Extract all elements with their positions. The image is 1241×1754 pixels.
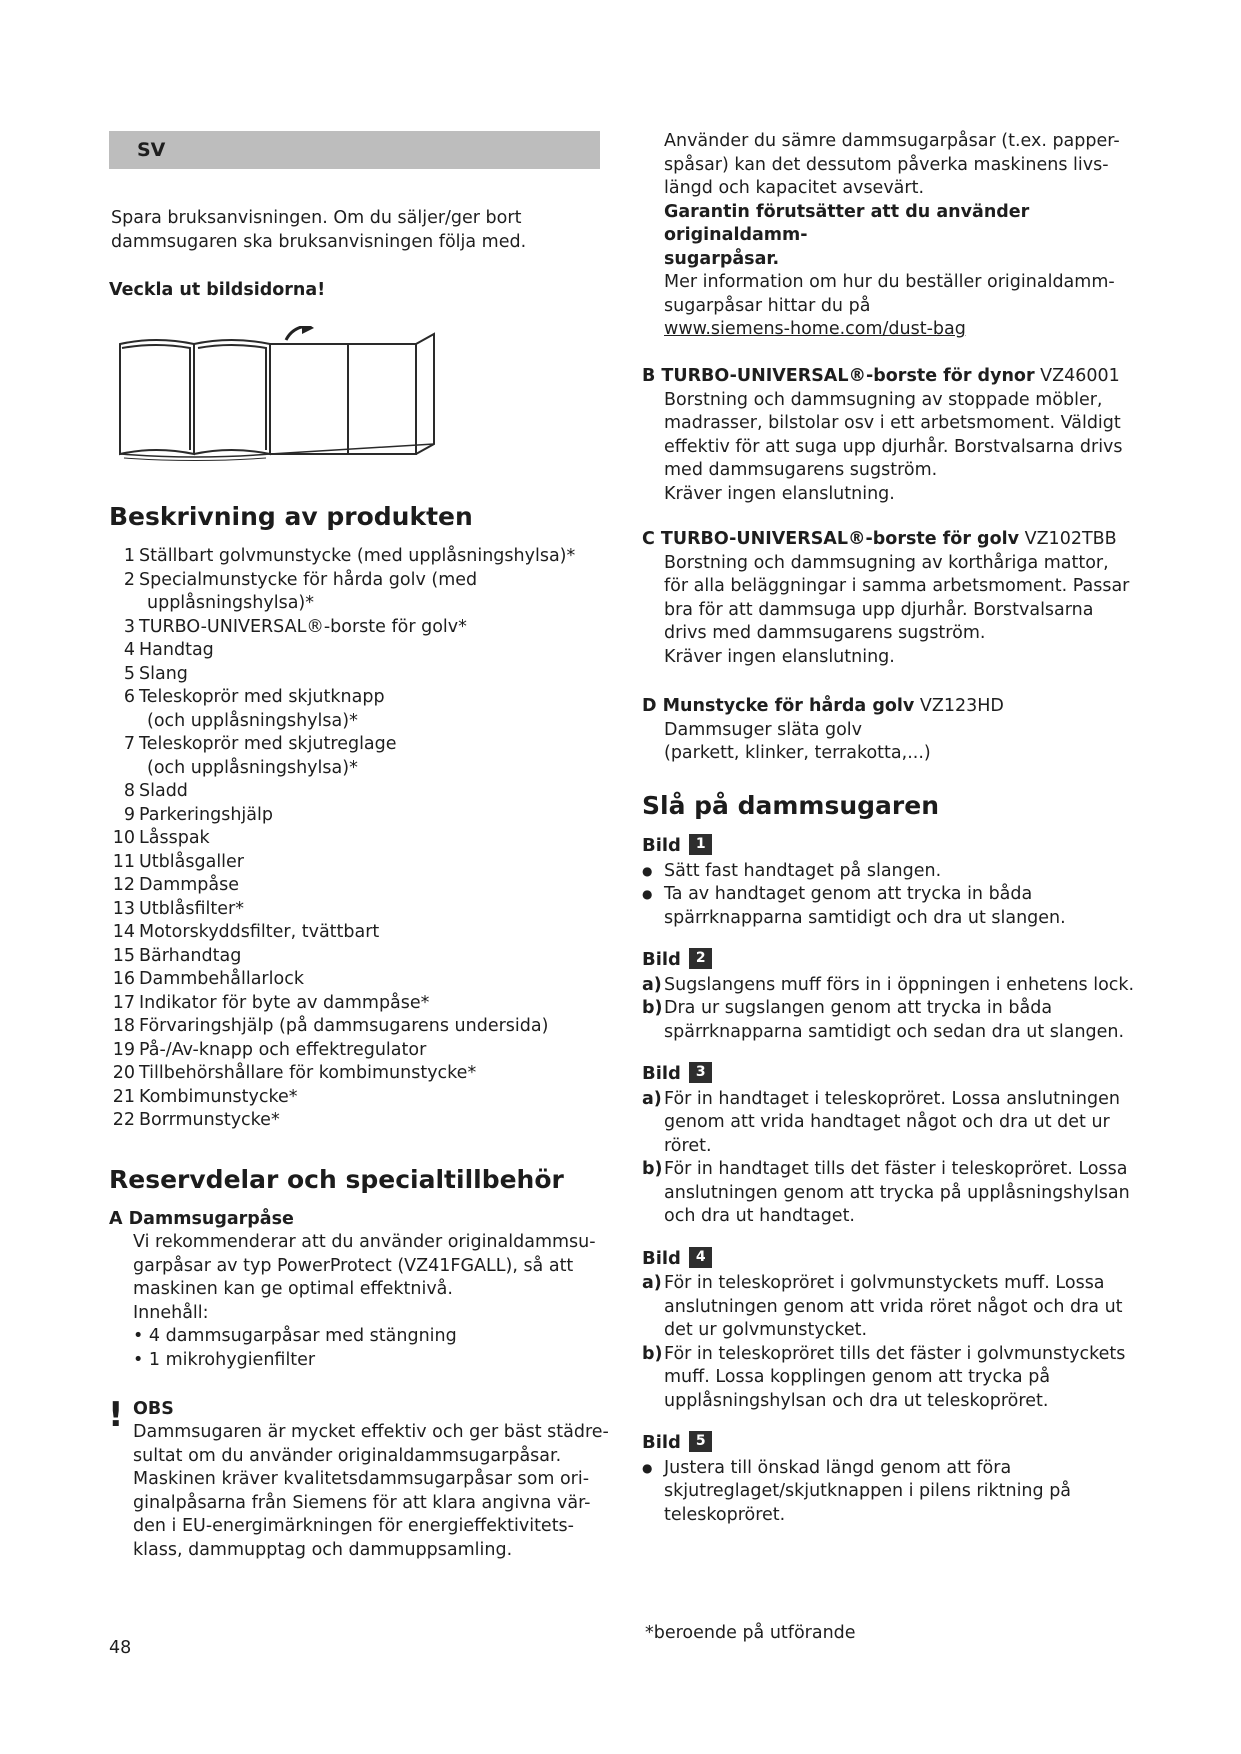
- parts-list-label: Dammbehållarlock: [139, 969, 304, 989]
- figure-block: [642, 1247, 1142, 1414]
- step-text: röret.: [664, 1135, 712, 1156]
- parts-list-number: 5: [123, 663, 135, 684]
- bag-quality-note: Använder du sämre dammsugarpåsar (t.ex. papper- spåsar) kan det dessutom påverka maskinens livs- längd och kapacitet avsevärt. Garantin förutsätter att du använder originaldamm- sugarpåsar. Mer information om hur du beställer originaldamm- sugarpåsar hittar du på www.siemens-home.com/dust-bag: [664, 130, 1134, 342]
- parts-list-label: Teleskoprör med skjutknapp: [139, 687, 385, 707]
- parts-list-label: upplåsningshylsa)*: [147, 593, 315, 613]
- product-heading: Beskrivning av produkten: [109, 502, 473, 531]
- step-label: b): [642, 998, 663, 1018]
- page-number: 48: [109, 1638, 132, 1658]
- parts-list-number: 14: [112, 922, 135, 942]
- figure-label-text: Bild: [642, 1432, 681, 1453]
- warranty-note: Garantin förutsätter att du använder originaldamm-: [664, 201, 1030, 245]
- figure-instructions: [642, 834, 1142, 1545]
- instruction-step: [642, 1457, 1142, 1528]
- parts-list-number: 11: [112, 851, 135, 872]
- parts-list-item: [109, 968, 629, 992]
- instruction-step: [642, 1158, 1142, 1229]
- figure-block: [642, 948, 1142, 1044]
- accessory-a-text: Vi rekommenderar att du använder originaldammsu- garpåsar av typ PowerProtect (VZ41FGALL), så att maskinen kan ge optimal effektnivå. Innehåll: • 4 dammsugarpåsar med stängning • 1 mikrohygienfilter: [133, 1232, 596, 1370]
- parts-list-number: 16: [112, 969, 135, 989]
- figure-block: [642, 834, 1142, 930]
- step-text: ● Sätt fast handtaget på slangen.: [664, 860, 942, 881]
- parts-list-label: Dammpåse: [139, 875, 240, 895]
- accessory-a-title: A Dammsugarpåse: [109, 1209, 294, 1229]
- parts-list-number: 12: [112, 875, 135, 895]
- warning-icon: !: [108, 1395, 124, 1435]
- parts-list-number: 10: [112, 828, 135, 848]
- parts-list-label: Indikator för byte av dammpåse*: [139, 992, 430, 1013]
- parts-list-label: Bärhandtag: [139, 945, 242, 966]
- step-label: a): [642, 1273, 662, 1293]
- instruction-step: [642, 860, 1142, 884]
- step-text: upplåsningshylsan och dra ut teleskopröret.: [664, 1390, 1049, 1411]
- intro-text: Spara bruksanvisningen. Om du säljer/ger bort dammsugaren ska bruksanvisningen följa med.: [111, 208, 527, 252]
- instruction-step: [642, 974, 1142, 998]
- step-label: a): [642, 1088, 662, 1109]
- footnote: *beroende på utförande: [645, 1623, 856, 1643]
- parts-list-label: (och upplåsningshylsa)*: [147, 710, 358, 731]
- figure-number-badge: 2: [689, 948, 712, 969]
- step-label: b): [642, 1159, 663, 1179]
- accessory-d: D Munstycke för hårda golv VZ123HD Dammsuger släta golv (parkett, klinker, terrakotta,...): [642, 696, 1004, 763]
- parts-list-item: [109, 710, 629, 734]
- dust-bag-link[interactable]: www.siemens-home.com/dust-bag: [664, 319, 966, 339]
- parts-list-number: 21: [112, 1086, 135, 1107]
- figure-block: [642, 1431, 1142, 1527]
- parts-list-item: [109, 992, 629, 1016]
- instruction-step: [642, 1272, 1142, 1343]
- parts-list-label: Utblåsgaller: [139, 851, 244, 872]
- parts-list-label: Ställbart golvmunstycke (med upplåsningshylsa)*: [139, 546, 576, 566]
- parts-list-item: [109, 1086, 629, 1110]
- parts-list-number: 1: [123, 546, 135, 566]
- parts-list-item: [109, 545, 629, 569]
- step-text: ● Justera till önskad längd genom att föra: [664, 1457, 1012, 1478]
- parts-list-number: 20: [112, 1063, 135, 1083]
- parts-list-number: 4: [123, 640, 135, 660]
- parts-list-item: [109, 945, 629, 969]
- parts-list-label: På-/Av-knapp och effektregulator: [139, 1039, 427, 1060]
- parts-heading: Reservdelar och specialtillbehör: [109, 1165, 564, 1194]
- parts-list-item: [109, 663, 629, 687]
- figure-block: [642, 1062, 1142, 1229]
- instruction-step: [642, 1088, 1142, 1159]
- figure-label-text: Bild: [642, 1063, 681, 1084]
- parts-list-label: Sladd: [139, 781, 188, 801]
- step-text: muff. Lossa kopplingen genom att trycka på: [664, 1367, 1051, 1387]
- step-text: För in handtaget tills det fäster i teleskopröret. Lossa: [664, 1159, 1128, 1179]
- parts-list-item: [109, 898, 629, 922]
- language-code: SV: [137, 139, 166, 161]
- step-text: anslutningen genom att trycka på upplåsningshylsan: [664, 1182, 1130, 1203]
- figure-label: [642, 948, 1142, 972]
- language-bar: [109, 131, 600, 169]
- parts-list-number: 19: [112, 1039, 135, 1060]
- step-text: genom att vrida handtaget något och dra ut det ur: [664, 1112, 1110, 1132]
- obs-title: OBS: [133, 1399, 174, 1419]
- parts-list-item: [109, 1062, 629, 1086]
- step-text: anslutningen genom att vrida röret något och dra ut: [664, 1296, 1123, 1317]
- parts-list-number: 22: [112, 1110, 135, 1130]
- parts-list-number: 3: [123, 616, 135, 637]
- step-text: skjutreglaget/skjutknappen i pilens riktning på: [664, 1481, 1072, 1501]
- parts-list-item: [109, 780, 629, 804]
- figure-label: [642, 1062, 1142, 1086]
- figure-label-text: Bild: [642, 1247, 681, 1269]
- parts-list-label: Parkeringshjälp: [139, 804, 273, 825]
- parts-list-number: 18: [112, 1016, 135, 1036]
- parts-list-item: [109, 569, 629, 593]
- step-text: och dra ut handtaget.: [664, 1206, 855, 1226]
- parts-list-item: [109, 733, 629, 757]
- parts-list-label: Motorskyddsfilter, tvättbart: [139, 922, 380, 942]
- step-text: Dra ur sugslangen genom att trycka in båda: [664, 998, 1053, 1018]
- step-text: spärrknapparna samtidigt och dra ut slangen.: [664, 907, 1066, 928]
- step-text: För in teleskopröret i golvmunstyckets muff. Lossa: [664, 1273, 1105, 1293]
- parts-list-label: (och upplåsningshylsa)*: [147, 757, 358, 778]
- parts-list-item: [109, 874, 629, 898]
- switch-on-heading: Slå på dammsugaren: [642, 791, 940, 820]
- parts-list-item: [109, 1039, 629, 1063]
- instruction-step: [642, 1343, 1142, 1414]
- parts-list-item: [109, 921, 629, 945]
- parts-list-number: 2: [123, 569, 135, 590]
- parts-list-item: [109, 639, 629, 663]
- parts-list-number: 15: [112, 945, 135, 966]
- step-text: ● Ta av handtaget genom att trycka in båda: [664, 884, 1033, 904]
- parts-list-item: [109, 1109, 629, 1133]
- parts-list-label: Slang: [139, 663, 188, 684]
- unfold-arrow-icon: [286, 326, 314, 340]
- figure-label-text: Bild: [642, 835, 681, 856]
- step-text: det ur golvmunstycket.: [664, 1320, 868, 1340]
- fold-out-pages-illustration: [116, 326, 446, 462]
- obs-text: Dammsugaren är mycket effektiv och ger bäst städre- sultat om du använder originaldammsugarpåsar. Maskinen kräver kvalitetsdammsugarpåsar som ori- ginalpåsarna från Siemens för att klara angivna vär- den i EU-energimärkningen för energieffektivitets- klass, dammupptag och dammuppsamling.: [133, 1422, 609, 1560]
- product-parts-list: [109, 545, 629, 1133]
- figure-number-badge: 4: [689, 1247, 712, 1268]
- step-label: a): [642, 974, 662, 995]
- parts-list-number: 7: [123, 734, 135, 754]
- figure-label: [642, 1431, 1142, 1455]
- step-text: Sugslangens muff förs in i öppningen i enhetens lock.: [664, 974, 1135, 995]
- step-text: teleskopröret.: [664, 1504, 786, 1525]
- parts-list-item: [109, 1015, 629, 1039]
- step-text: spärrknapparna samtidigt och sedan dra ut slangen.: [664, 1021, 1125, 1042]
- figure-label: [642, 834, 1142, 858]
- parts-list-label: Låsspak: [139, 828, 210, 848]
- parts-list-number: 6: [123, 687, 135, 707]
- parts-list-number: 13: [112, 898, 135, 919]
- step-label: b): [642, 1343, 663, 1364]
- unfold-note: Veckla ut bildsidorna!: [109, 280, 326, 300]
- parts-list-label: Borrmunstycke*: [139, 1110, 280, 1130]
- parts-list-label: Förvaringshjälp (på dammsugarens undersida): [139, 1016, 549, 1036]
- parts-list-item: [109, 592, 629, 616]
- parts-list-number: 17: [112, 992, 135, 1013]
- parts-list-label: Teleskoprör med skjutreglage: [139, 734, 397, 754]
- figure-number-badge: 1: [689, 834, 712, 855]
- parts-list-item: [109, 804, 629, 828]
- parts-list-label: Specialmunstycke för hårda golv (med: [139, 569, 478, 590]
- parts-list-label: Tillbehörshållare för kombimunstycke*: [139, 1063, 477, 1083]
- parts-list-number: 8: [123, 781, 135, 801]
- parts-list-label: Kombimunstycke*: [139, 1086, 298, 1107]
- instruction-step: [642, 883, 1142, 930]
- parts-list-item: [109, 686, 629, 710]
- figure-number-badge: 5: [689, 1431, 712, 1452]
- parts-list-label: Utblåsfilter*: [139, 898, 244, 919]
- figure-label-text: Bild: [642, 949, 681, 970]
- parts-list-label: Handtag: [139, 640, 214, 660]
- parts-list-item: [109, 827, 629, 851]
- parts-list-number: 9: [123, 804, 135, 825]
- accessory-b: B TURBO-UNIVERSAL®-borste för dynor VZ46001 Borstning och dammsugning av stoppade möbler, madrasser, bilstolar osv i ett arbetsmoment. Väldigt effektiv för att suga upp djurhår. Borstvalsarna drivs med dammsugarens sugström. Kräver ingen elanslutning.: [642, 366, 1123, 504]
- parts-list-item: [109, 757, 629, 781]
- parts-list-label: TURBO-UNIVERSAL®-borste för golv*: [139, 616, 467, 637]
- accessory-c: C TURBO-UNIVERSAL®-borste för golv VZ102TBB Borstning och dammsugning av korthåriga mattor, för alla beläggningar i samma arbetsmoment. Passar bra för att dammsuga upp djurhår. Borstvalsarna drivs med dammsugarens sugström. Kräver ingen elanslutning.: [642, 529, 1130, 667]
- parts-list-item: [109, 851, 629, 875]
- step-text: För in teleskopröret tills det fäster i golvmunstyckets: [664, 1343, 1126, 1364]
- step-text: För in handtaget i teleskopröret. Lossa anslutningen: [664, 1088, 1120, 1109]
- parts-list-item: [109, 616, 629, 640]
- instruction-step: [642, 997, 1142, 1044]
- figure-number-badge: 3: [689, 1062, 712, 1083]
- figure-label: [642, 1247, 1142, 1271]
